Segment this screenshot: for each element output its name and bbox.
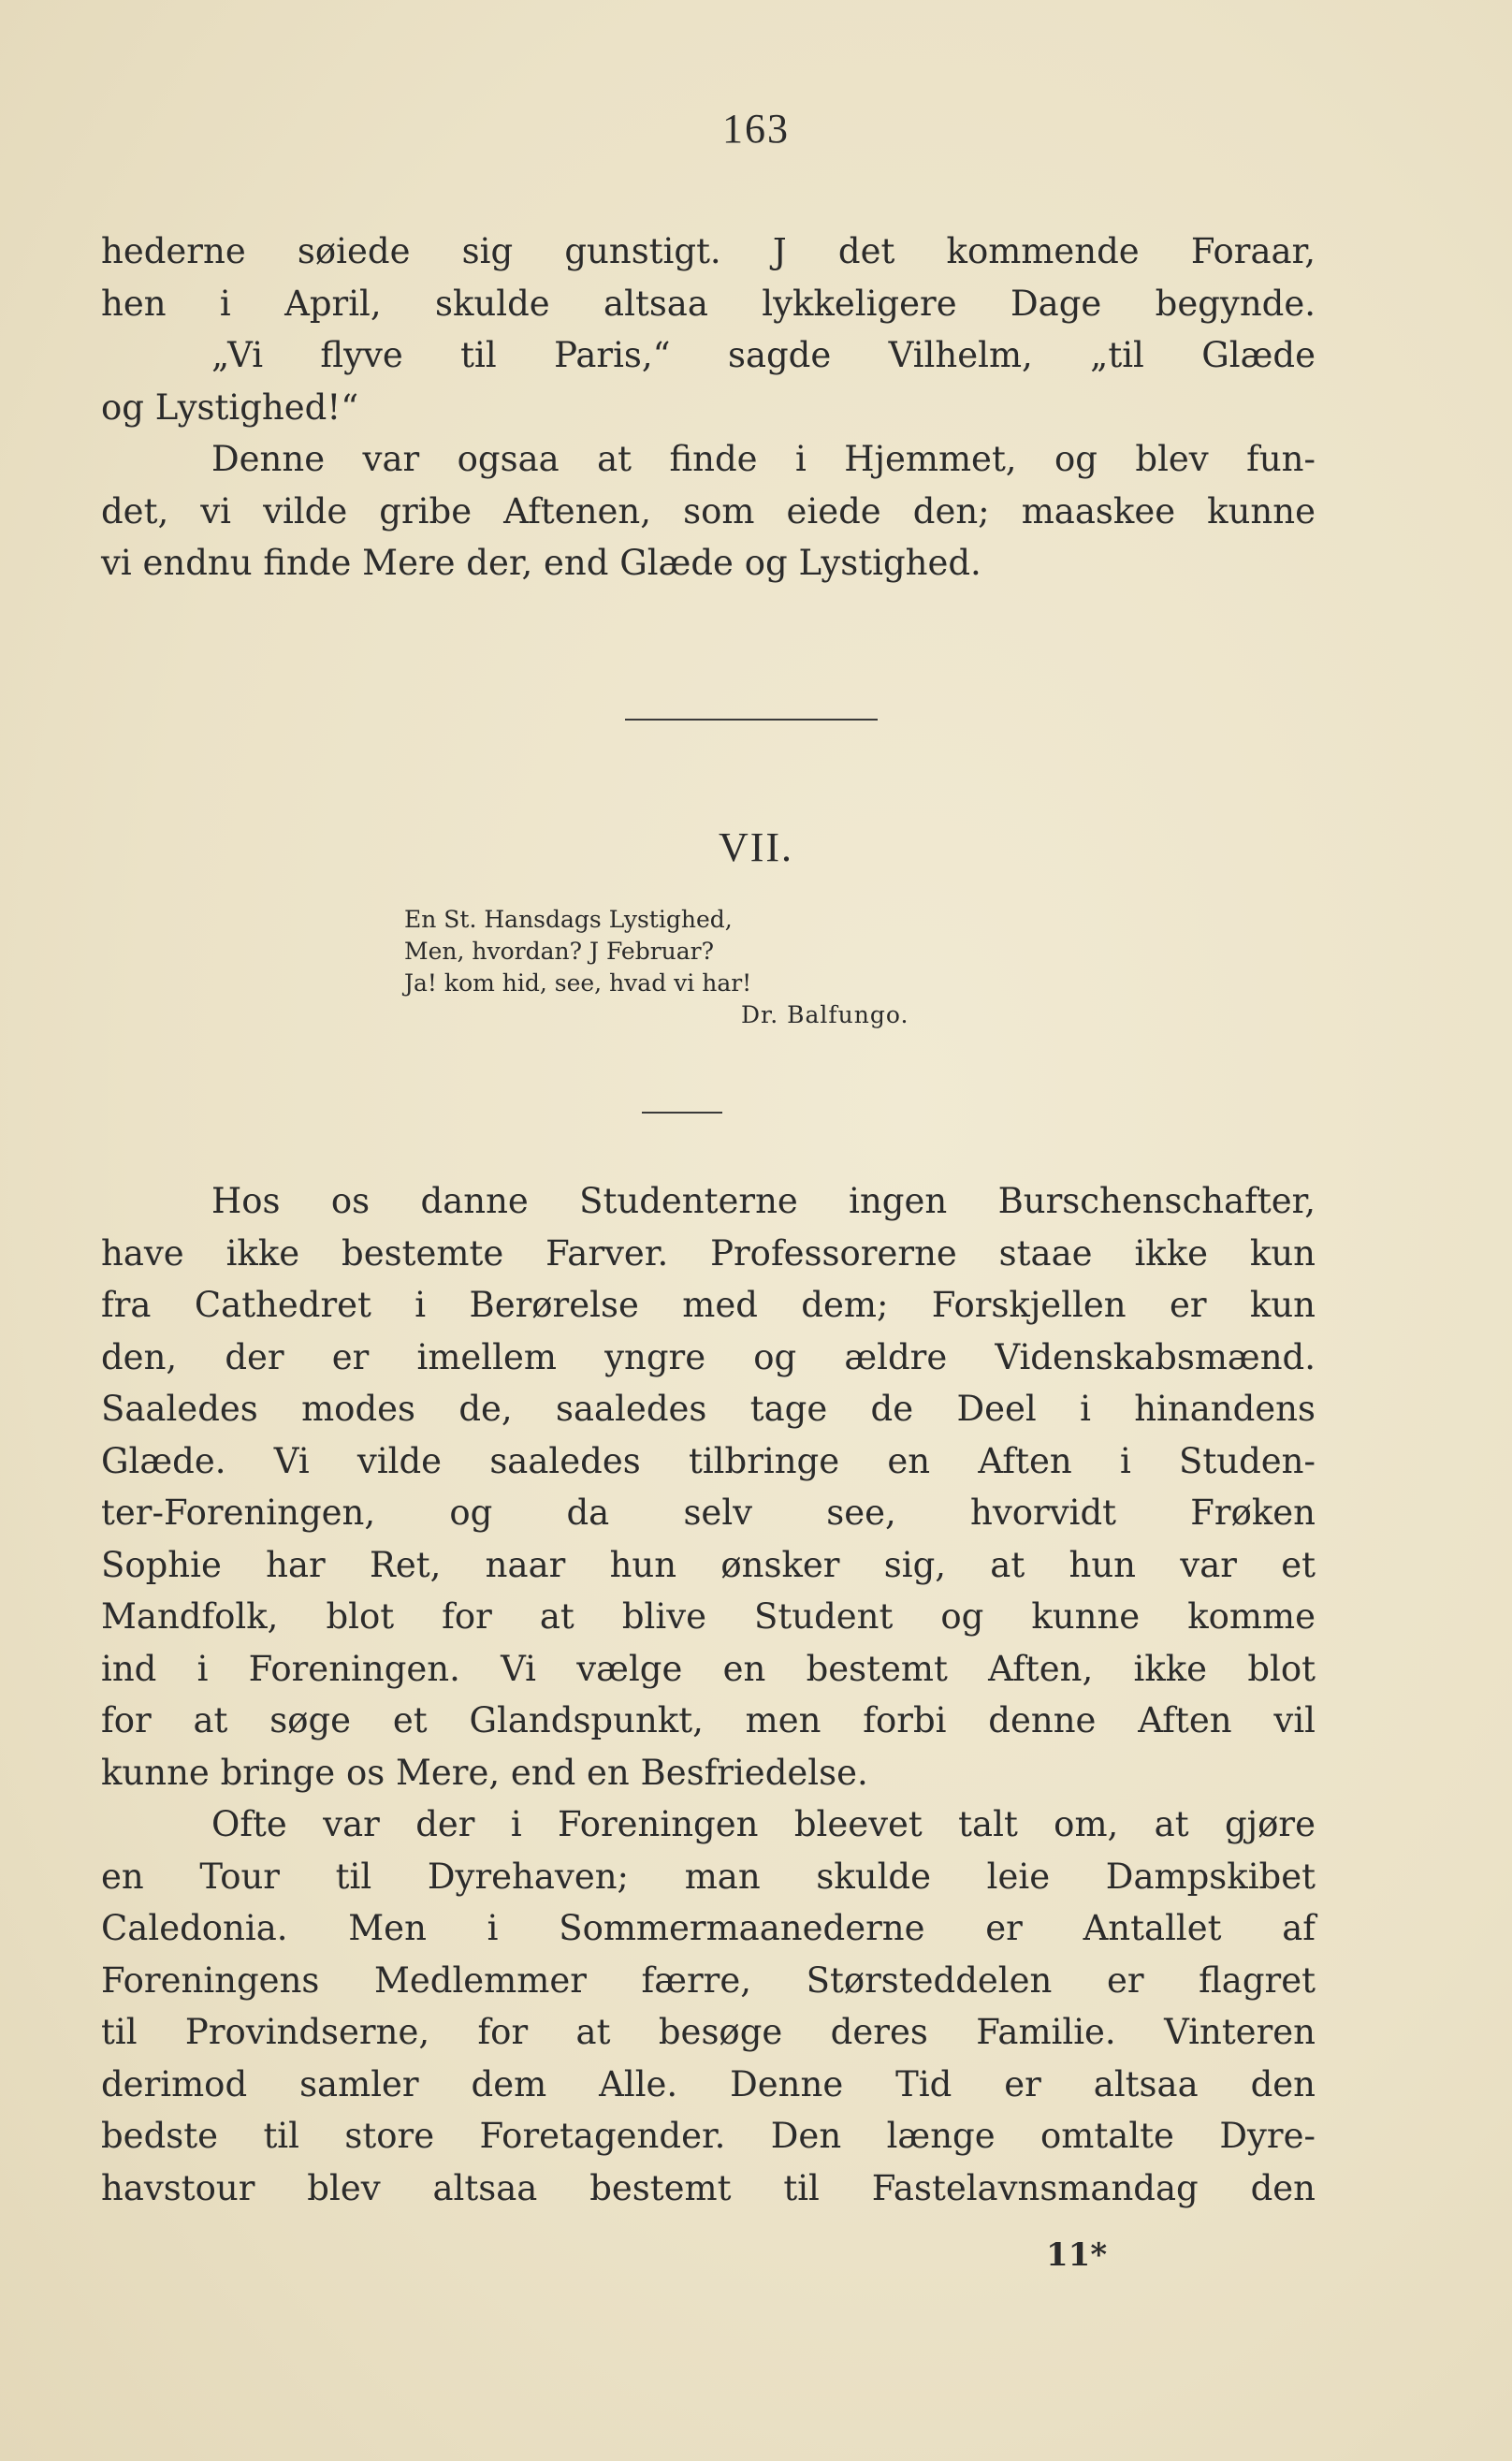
text-line: Mandfolk, blot for at blive Student og kunne komme	[101, 1596, 1316, 1637]
epigraph-attribution: Dr. Balfungo.	[741, 1001, 909, 1028]
text-line: ind i Foreningen. Vi vælge en bestemt Aften, ikke blot	[101, 1648, 1316, 1689]
text-line: Caledonia. Men i Sommermaanederne er Antallet af	[101, 1908, 1316, 1948]
text-line: Hos os danne Studenterne ingen Burschenschafter,	[211, 1181, 1316, 1221]
text-line: fra Cathedret i Berørelse med dem; Forskjellen er kun	[101, 1285, 1316, 1325]
text-line: Denne var ogsaa at finde i Hjemmet, og blev fun-	[211, 439, 1316, 479]
text-line: bedste til store Foretagender. Den længe omtalte Dyre-	[101, 2116, 1316, 2156]
text-line: den, der er imellem yngre og ældre Videnskabsmænd.	[101, 1336, 1316, 1377]
epigraph-line: Men, hvordan? J Februar?	[404, 938, 715, 965]
text-line: ter-Foreningen, og da selv see, hvorvidt Frøken	[101, 1493, 1316, 1533]
text-line: „Vi flyve til Paris,“ sagde Vilhelm, „til Glæde	[211, 335, 1316, 375]
epigraph-line: En St. Hansdags Lystighed,	[404, 906, 733, 933]
text-line: hederne søiede sig gunstigt. J det kommende Foraar,	[101, 231, 1316, 271]
epigraph-line: Ja! kom hid, see, hvad vi har!	[404, 969, 752, 997]
text-line: det, vi vilde gribe Aftenen, som eiede den; maaskee kunne	[101, 490, 1316, 532]
text-line: have ikke bestemte Farver. Professorerne staae ikke kun	[101, 1232, 1316, 1274]
printer-signature-mark: 11*	[1046, 2236, 1108, 2274]
text-line: og Lystighed!“	[101, 386, 359, 428]
text-line: en Tour til Dyrehaven; man skulde leie Dampskibet	[101, 1856, 1316, 1897]
main-paragraph	[101, 1175, 1316, 2214]
text-line: til Provindserne, for at besøge deres Familie. Vinteren	[101, 2012, 1316, 2052]
text-line: Glæde. Vi vilde saaledes tilbringe en Aften i Studen-	[101, 1440, 1316, 1481]
page-number: 163	[722, 106, 790, 152]
text-line: Saaledes modes de, saaledes tage de Deel i hinandens	[101, 1389, 1316, 1429]
text-line: kunne bringe os Mere, end en Besfriedelse.	[101, 1752, 868, 1793]
text-line: for at søge et Glandspunkt, men forbi denne Aften vil	[101, 1700, 1316, 1740]
text-line: hen i April, skulde altsaa lykkeligere Dage begynde.	[101, 283, 1316, 324]
text-line: Foreningens Medlemmer færre, Størsteddelen er flagret	[101, 1959, 1316, 2001]
epigraph-divider	[642, 1112, 722, 1114]
text-line: Ofte var der i Foreningen bleevet talt om, at gjøre	[211, 1804, 1316, 1844]
top-paragraph	[101, 226, 1316, 590]
text-line: vi endnu finde Mere der, end Glæde og Lystighed.	[101, 543, 981, 583]
chapter-heading: VII.	[718, 824, 794, 870]
text-line: derimod samler dem Alle. Denne Tid er altsaa den	[101, 2063, 1316, 2104]
epigraph	[404, 904, 1078, 1031]
section-divider	[625, 719, 878, 721]
text-line: havstour blev altsaa bestemt til Fastelavnsmandag den	[101, 2167, 1316, 2208]
text-line: Sophie har Ret, naar hun ønsker sig, at hun var et	[101, 1544, 1316, 1585]
